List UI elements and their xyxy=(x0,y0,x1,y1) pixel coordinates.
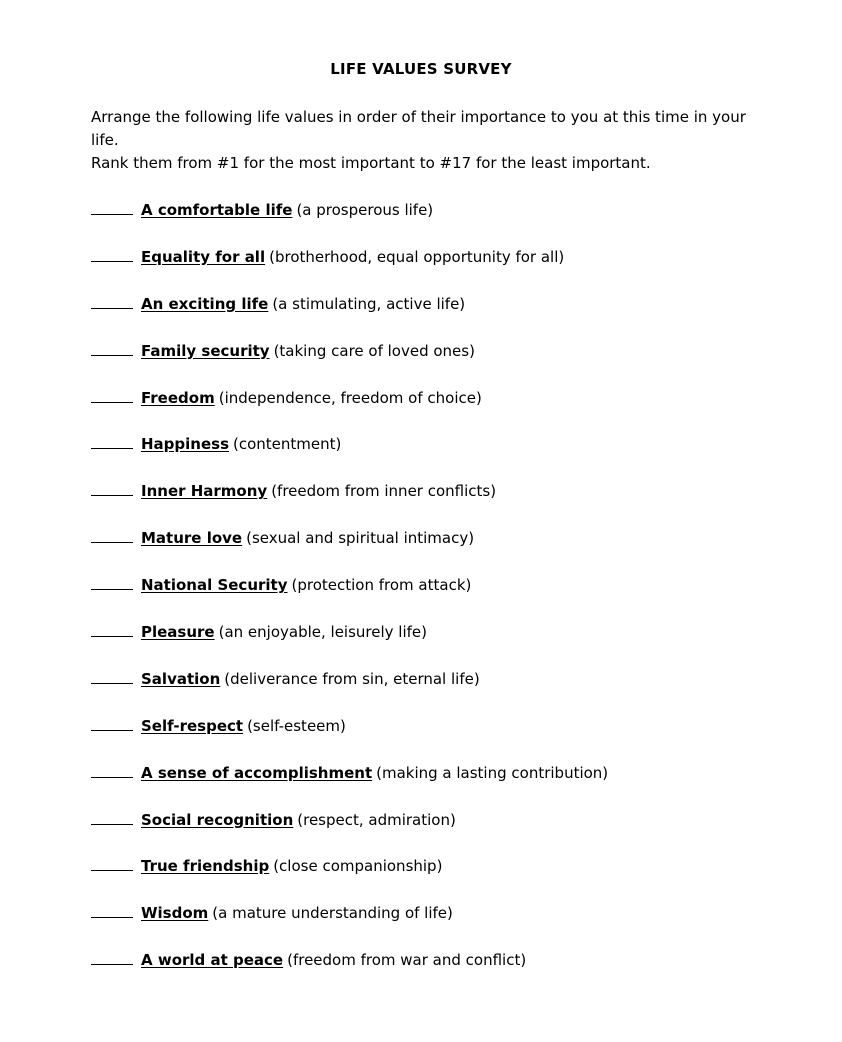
rank-blank[interactable] xyxy=(91,855,133,871)
value-description: (a prosperous life) xyxy=(296,201,434,219)
rank-blank[interactable] xyxy=(91,246,133,262)
list-item xyxy=(91,574,791,621)
rank-blank[interactable] xyxy=(91,340,133,356)
rank-blank[interactable] xyxy=(91,574,133,590)
value-description: (taking care of loved ones) xyxy=(273,341,475,360)
list-item xyxy=(91,902,791,949)
value-name: Equality for all xyxy=(141,247,266,266)
list-item xyxy=(91,293,791,340)
rank-blank[interactable] xyxy=(91,902,133,918)
value-description: (freedom from war and conflict) xyxy=(287,951,527,970)
rank-blank[interactable] xyxy=(91,668,133,684)
list-item xyxy=(91,809,791,856)
value-description: (brotherhood, equal opportunity for all) xyxy=(269,247,565,266)
rank-blank[interactable] xyxy=(91,949,133,965)
value-description: (making a lasting contribution) xyxy=(376,763,609,782)
list-item xyxy=(91,621,791,668)
rank-blank[interactable] xyxy=(91,293,133,309)
value-description: (contentment) xyxy=(233,435,342,454)
list-item xyxy=(91,762,791,809)
life-values-list xyxy=(91,199,791,996)
rank-blank[interactable] xyxy=(91,621,133,637)
value-description: (a mature understanding of life) xyxy=(212,904,453,923)
value-description: (respect, admiration) xyxy=(297,810,456,829)
value-name: A world at peace xyxy=(141,951,284,970)
list-item xyxy=(91,855,791,902)
value-description: (sexual and spiritual intimacy) xyxy=(246,529,475,548)
rank-blank[interactable] xyxy=(91,387,133,403)
value-name: Inner Harmony xyxy=(141,482,268,501)
rank-blank[interactable] xyxy=(91,480,133,496)
instructions-line-2: Rank them from #1 for the most important to #17 for the least important. xyxy=(91,154,651,172)
rank-blank[interactable] xyxy=(91,527,133,543)
value-name: Wisdom xyxy=(141,904,209,923)
value-name: Mature love xyxy=(141,529,243,548)
rank-blank[interactable] xyxy=(91,809,133,825)
page-title: LIFE VALUES SURVEY xyxy=(330,60,512,78)
value-name: Happiness xyxy=(141,435,230,454)
value-name: Freedom xyxy=(141,388,215,407)
value-name: True friendship xyxy=(141,857,270,876)
rank-blank[interactable] xyxy=(91,715,133,731)
value-name: A sense of accomplishment xyxy=(141,763,373,782)
list-item xyxy=(91,715,791,762)
list-item xyxy=(91,668,791,715)
rank-blank[interactable] xyxy=(91,433,133,449)
list-item xyxy=(91,387,791,434)
value-name: Pleasure xyxy=(141,623,215,642)
value-name: Family security xyxy=(141,341,270,360)
rank-blank[interactable] xyxy=(91,199,133,215)
list-item xyxy=(91,246,791,293)
value-name: National Security xyxy=(141,576,288,595)
value-description: (an enjoyable, leisurely life) xyxy=(218,623,427,642)
value-description: (self-esteem) xyxy=(247,716,346,735)
value-description: (close companionship) xyxy=(273,857,443,876)
value-description: (a stimulating, active life) xyxy=(272,294,466,313)
value-name: A comfortable life xyxy=(141,201,293,219)
value-description: (independence, freedom of choice) xyxy=(218,388,482,407)
list-item xyxy=(91,527,791,574)
list-item xyxy=(91,949,791,996)
value-name: Self-respect xyxy=(141,716,244,735)
list-item xyxy=(91,340,791,387)
list-item xyxy=(91,480,791,527)
value-name: Social recognition xyxy=(141,810,294,829)
value-name: Salvation xyxy=(141,669,221,688)
value-description: (freedom from inner conflicts) xyxy=(271,482,497,501)
list-item xyxy=(91,199,791,246)
list-item xyxy=(91,433,791,480)
value-name: An exciting life xyxy=(141,294,269,313)
instructions-line-1: Arrange the following life values in order of their importance to you at this time in your life. xyxy=(91,108,746,149)
value-description: (protection from attack) xyxy=(291,576,472,595)
rank-blank[interactable] xyxy=(91,762,133,778)
value-description: (deliverance from sin, eternal life) xyxy=(224,669,480,688)
instructions xyxy=(91,106,761,175)
